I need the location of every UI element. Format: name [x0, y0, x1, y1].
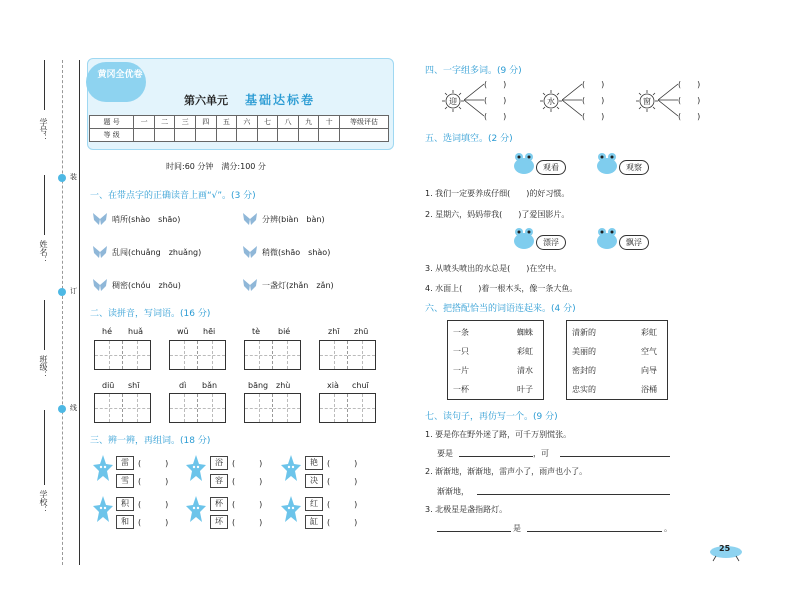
match-word[interactable]: 向导: [641, 366, 657, 375]
char-box: 雷: [116, 456, 134, 470]
unit-label: 第六单元: [184, 94, 228, 107]
char-box: 和: [116, 515, 134, 529]
match-word[interactable]: 浴桶: [641, 385, 657, 394]
answer-paren[interactable]: ( ): [138, 459, 169, 468]
star-character-icon: [185, 453, 207, 489]
char-box: 红: [305, 497, 323, 511]
word-choice: 观看: [536, 160, 566, 175]
char-box: 容: [210, 474, 228, 488]
number-label: 学号：: [39, 118, 48, 142]
s1-item[interactable]: 分辨(biàn bàn): [262, 215, 325, 224]
write-box[interactable]: [169, 393, 226, 423]
match-word[interactable]: 一片: [453, 366, 469, 375]
branch-lines: [464, 82, 484, 118]
answer-paren[interactable]: ( ): [678, 80, 701, 89]
answer-paren[interactable]: ( ): [484, 96, 507, 105]
answer-paren[interactable]: ( ): [582, 96, 605, 105]
char-box: 杯: [210, 497, 228, 511]
answer-line[interactable]: [477, 494, 670, 495]
page-number: 25: [719, 544, 731, 553]
grade-cell[interactable]: [319, 129, 340, 142]
grade-cell[interactable]: [298, 129, 319, 142]
answer-paren[interactable]: ( ): [232, 459, 263, 468]
answer-paren[interactable]: ( ): [138, 500, 169, 509]
match-word[interactable]: 空气: [641, 347, 657, 356]
pinyin: hēi: [203, 327, 216, 336]
section-6-title: 六、把搭配恰当的词语连起来。(4 分): [425, 304, 576, 314]
page-title: 基础达标卷: [245, 93, 316, 107]
branch-lines: [562, 82, 582, 118]
s1-item[interactable]: 一盏灯(zhǎn zǎn): [262, 281, 334, 290]
butterfly-icon: [92, 278, 108, 292]
match-word[interactable]: 蜘蛛: [517, 328, 533, 337]
answer-paren[interactable]: ( ): [138, 477, 169, 486]
section-7-title: 七、读句子，再仿写一个。(9 分): [425, 412, 558, 422]
s7-question: 1. 要是你在野外迷了路，可千万别慌张。: [425, 430, 572, 439]
star-character-icon: [92, 453, 114, 489]
answer-paren[interactable]: ( ): [327, 518, 358, 527]
score-header-cell: 八: [278, 116, 299, 129]
section-1-title: 一、在带点字的正确读音上画“√”。(3 分): [90, 191, 256, 201]
char-box: 艳: [305, 456, 323, 470]
answer-paren[interactable]: ( ): [484, 80, 507, 89]
score-header-cell: 一: [134, 116, 155, 129]
answer-paren[interactable]: ( ): [232, 518, 263, 527]
pinyin: chuī: [352, 381, 369, 390]
score-header-cell: 十: [319, 116, 340, 129]
s7-prompt: 渐渐地，: [437, 487, 469, 496]
frog-icon: [512, 225, 536, 251]
answer-line[interactable]: [560, 456, 670, 457]
answer-paren[interactable]: ( ): [232, 500, 263, 509]
pinyin: zhī: [328, 327, 340, 336]
binding-dashed-line: [62, 60, 63, 565]
pinyin: dì: [179, 381, 187, 390]
mark-ding: 订: [70, 287, 77, 295]
mark-xian: 线: [70, 404, 77, 412]
butterfly-icon: [92, 212, 108, 226]
name-label: 姓名：: [39, 240, 48, 264]
grade-cell[interactable]: [278, 129, 299, 142]
score-header-cell: 三: [175, 116, 196, 129]
score-header-cell: 题 号: [90, 116, 134, 129]
grade-cell[interactable]: [340, 129, 389, 142]
pinyin: hé: [102, 327, 112, 336]
s5-sentence[interactable]: 4. 水面上( )着一根木头，像一条大鱼。: [425, 284, 578, 293]
score-header-cell: 等级评估: [340, 116, 389, 129]
match-word[interactable]: 一条: [453, 328, 469, 337]
number-field[interactable]: [44, 60, 45, 110]
pinyin: bǎn: [202, 381, 218, 390]
school-field[interactable]: [44, 410, 45, 485]
butterfly-icon: [242, 212, 258, 226]
answer-paren[interactable]: ( ): [678, 112, 701, 121]
pinyin: diū: [102, 381, 115, 390]
binding-solid-line: [79, 60, 80, 565]
s4-char: 水: [547, 97, 555, 106]
star-character-icon: [280, 494, 302, 530]
star-character-icon: [92, 494, 114, 530]
pinyin: shī: [128, 381, 140, 390]
match-word[interactable]: 彩虹: [517, 347, 533, 356]
match-word[interactable]: 清新的: [572, 328, 596, 337]
write-box[interactable]: [244, 393, 301, 423]
answer-paren[interactable]: ( ): [327, 459, 358, 468]
grade-cell[interactable]: [257, 129, 278, 142]
word-choice: 飘浮: [619, 235, 649, 250]
answer-paren[interactable]: ( ): [138, 518, 169, 527]
char-box: 决: [305, 474, 323, 488]
char-box: 积: [116, 497, 134, 511]
score-header-cell: 七: [257, 116, 278, 129]
score-table: [89, 115, 389, 142]
time-score-info: 时间:60 分钟 满分:100 分: [166, 162, 266, 171]
write-box[interactable]: [244, 340, 301, 370]
grade-cell[interactable]: [134, 129, 155, 142]
answer-paren[interactable]: ( ): [582, 112, 605, 121]
grade-cell[interactable]: [175, 129, 196, 142]
char-box: 坏: [210, 515, 228, 529]
write-box[interactable]: [319, 393, 376, 423]
word-choice: 漂浮: [536, 235, 566, 250]
s4-char: 迎: [449, 97, 457, 106]
name-field[interactable]: [44, 175, 45, 235]
pinyin: huǎ: [128, 327, 144, 336]
write-box[interactable]: [94, 340, 151, 370]
binding-dot: [58, 174, 66, 182]
match-word[interactable]: 一杯: [453, 385, 469, 394]
match-word[interactable]: 忠实的: [572, 385, 596, 394]
answer-line[interactable]: [459, 456, 533, 457]
school-label: 学校：: [39, 490, 48, 514]
char-box: 缸: [305, 515, 323, 529]
pinyin: wǔ: [177, 327, 189, 336]
char-box: 浴: [210, 456, 228, 470]
frog-icon: [512, 150, 536, 176]
answer-paren[interactable]: ( ): [678, 96, 701, 105]
score-header-cell: 四: [195, 116, 216, 129]
pinyin: zhū: [354, 327, 369, 336]
butterfly-icon: [92, 245, 108, 259]
s4-char: 窗: [643, 97, 651, 106]
s7-prompt: 要是: [437, 449, 453, 458]
section-5-title: 五、选词填空。(2 分): [425, 134, 513, 144]
butterfly-icon: [242, 245, 258, 259]
binding-dot: [58, 405, 66, 413]
grade-cell[interactable]: [237, 129, 258, 142]
s7-prompt: ，可: [533, 449, 549, 458]
mark-zhuang: 装: [70, 173, 77, 181]
s7-question: 2. 渐渐地，渐渐地，雷声小了，雨声也小了。: [425, 467, 588, 476]
write-box[interactable]: [94, 393, 151, 423]
section-2-title: 二、读拼音，写词语。(16 分): [90, 309, 211, 319]
badge-text: 黄冈全优卷: [97, 70, 143, 80]
s7-prompt: 是: [513, 524, 521, 533]
s7-period: 。: [664, 524, 672, 533]
grade-cell[interactable]: [216, 129, 237, 142]
s7-question: 3. 北极星是盏指路灯。: [425, 505, 508, 514]
pinyin: zhù: [276, 381, 291, 390]
word-choice: 观察: [619, 160, 649, 175]
answer-line[interactable]: [437, 531, 511, 532]
score-header-cell: 五: [216, 116, 237, 129]
pinyin: xià: [327, 381, 339, 390]
s5-sentence[interactable]: 1. 我们一定要养成仔细( )的好习惯。: [425, 189, 570, 198]
answer-paren[interactable]: ( ): [232, 477, 263, 486]
write-box[interactable]: [319, 340, 376, 370]
grade-label-cell: 等 级: [90, 129, 134, 142]
s1-item[interactable]: 稍微(shāo shào): [262, 248, 331, 257]
match-word[interactable]: 清水: [517, 366, 533, 375]
pinyin: bāng: [248, 381, 269, 390]
answer-paren[interactable]: ( ): [484, 112, 507, 121]
star-character-icon: [185, 494, 207, 530]
grade-cell[interactable]: [154, 129, 175, 142]
class-field[interactable]: [44, 300, 45, 350]
write-box[interactable]: [169, 340, 226, 370]
badge-cloud: [86, 62, 146, 102]
grade-cell[interactable]: [195, 129, 216, 142]
match-word[interactable]: 叶子: [517, 385, 533, 394]
answer-paren[interactable]: ( ): [582, 80, 605, 89]
char-box: 雪: [116, 474, 134, 488]
frog-icon: [595, 225, 619, 251]
section-3-title: 三、辨一辨，再组词。(18 分): [90, 436, 211, 446]
answer-line[interactable]: [527, 531, 662, 532]
class-label: 班级：: [39, 355, 48, 379]
score-header-cell: 九: [298, 116, 319, 129]
star-character-icon: [280, 453, 302, 489]
pinyin: bié: [278, 327, 291, 336]
s1-item[interactable]: 哨所(shào shāo): [112, 215, 181, 224]
score-header-cell: 六: [237, 116, 258, 129]
answer-paren[interactable]: ( ): [327, 477, 358, 486]
match-word[interactable]: 彩虹: [641, 328, 657, 337]
match-word[interactable]: 美丽的: [572, 347, 596, 356]
answer-paren[interactable]: ( ): [327, 500, 358, 509]
s5-sentence[interactable]: 2. 星期六，妈妈带我( )了爱国影片。: [425, 210, 570, 219]
butterfly-icon: [242, 278, 258, 292]
s1-item[interactable]: 稠密(chóu zhōu): [112, 281, 181, 290]
branch-lines: [658, 82, 678, 118]
score-header-cell: 二: [154, 116, 175, 129]
s1-item[interactable]: 乱闯(chuǎng zhuǎng): [112, 248, 202, 257]
section-4-title: 四、一字组多词。(9 分): [425, 66, 522, 76]
binding-dot: [58, 288, 66, 296]
s5-sentence[interactable]: 3. 从喷头喷出的水总是( )在空中。: [425, 264, 562, 273]
frog-icon: [595, 150, 619, 176]
match-word[interactable]: 密封的: [572, 366, 596, 375]
pinyin: tè: [252, 327, 261, 336]
match-word[interactable]: 一只: [453, 347, 469, 356]
